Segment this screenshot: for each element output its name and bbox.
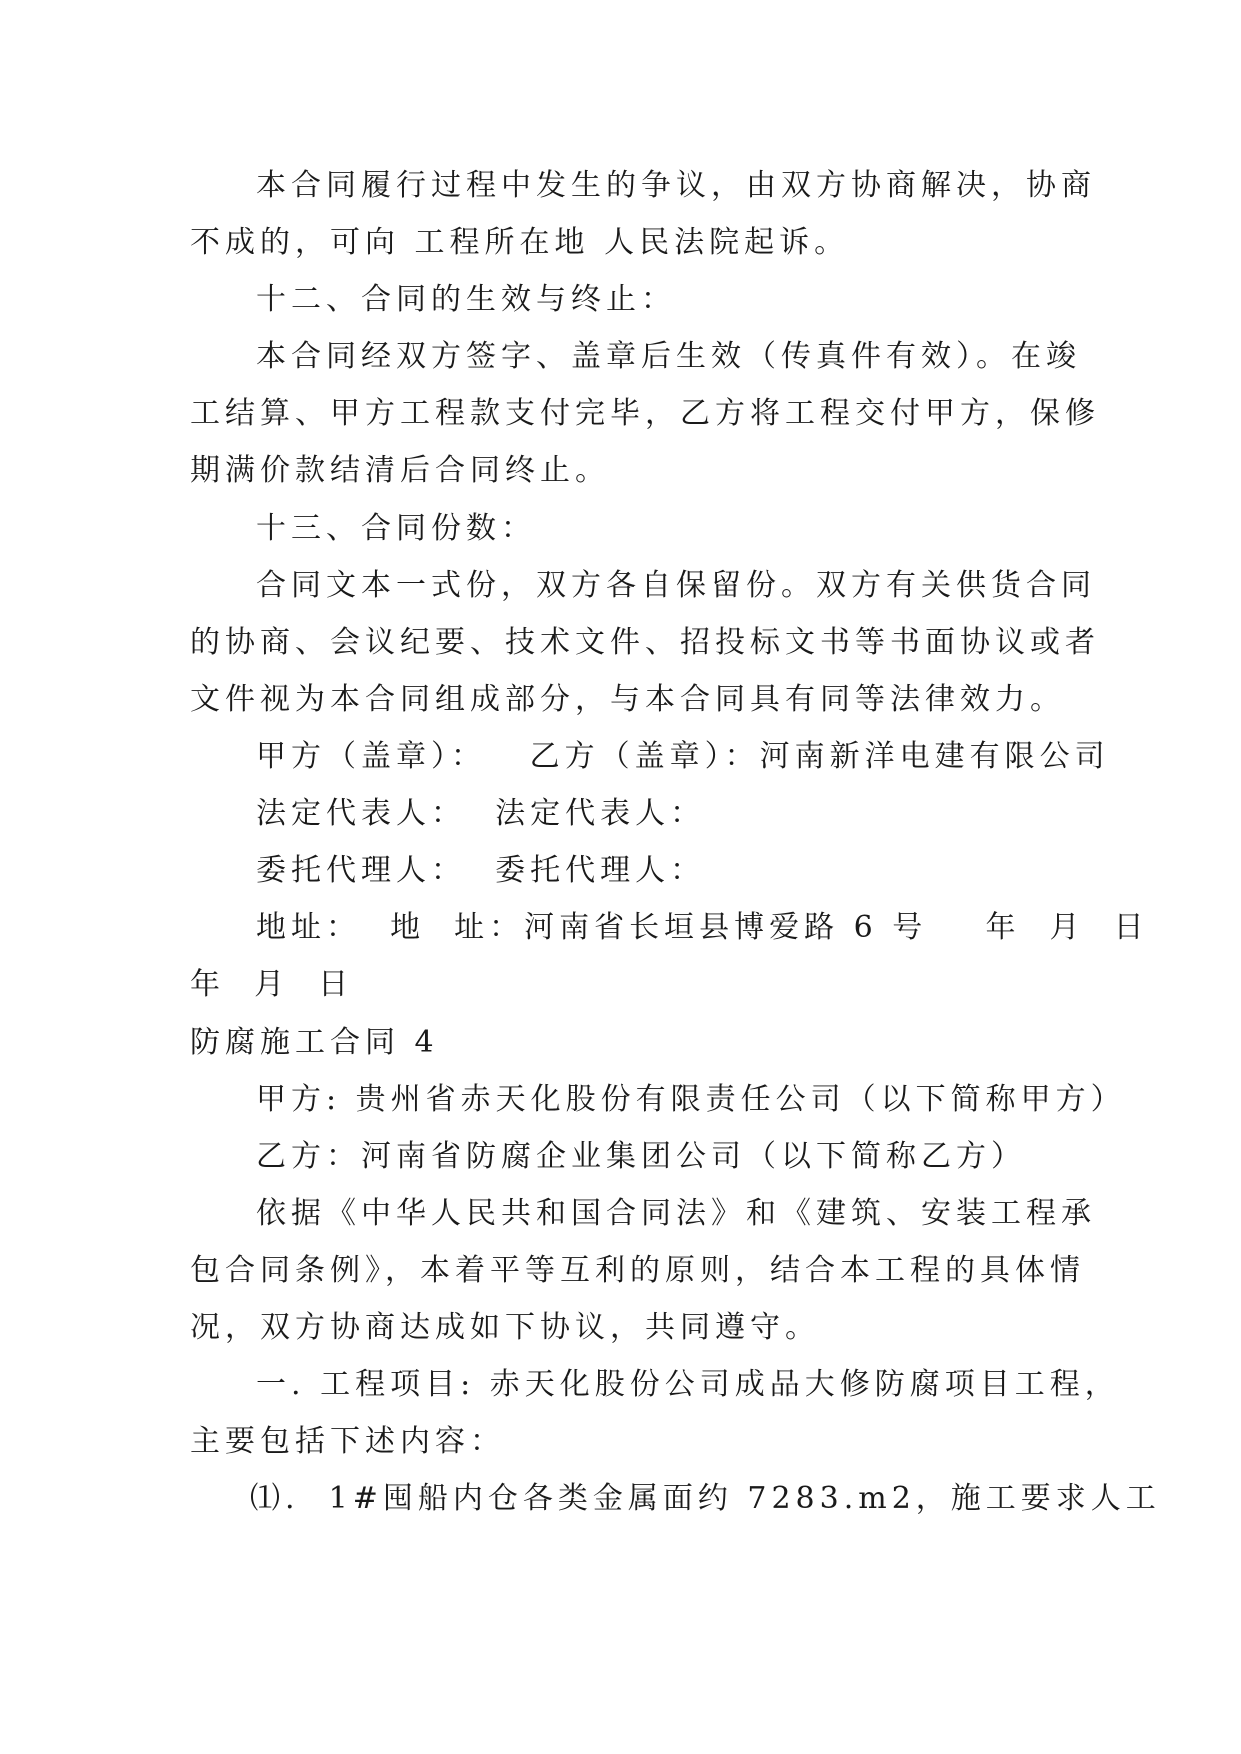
signature-address-line: 地址： 地 址：河南省长垣县博爱路 6 号 年 月 日 <box>256 910 1149 945</box>
text-line-20: 包合同条例》，本着平等互利的原则，结合本工程的具体情 <box>190 1253 1085 1288</box>
text-line-1: 本合同履行过程中发生的争议，由双方协商解决，协商 <box>256 168 1096 203</box>
signature-date-line: 年 月 日 <box>190 967 354 1002</box>
party-b-line: 乙方：河南省防腐企业集团公司（以下简称乙方） <box>256 1139 1026 1174</box>
text-line-6: 期满价款结清后合同终止。 <box>190 453 610 488</box>
party-a-line: 甲方: 贵州省赤天化股份有限责任公司（以下简称甲方） <box>256 1082 1126 1117</box>
text-line-21: 况，双方协商达成如下协议，共同遵守。 <box>190 1310 820 1345</box>
text-line-8: 合同文本一式份，双方各自保留份。双方有关供货合同 <box>256 568 1096 603</box>
text-line-19: 依据《中华人民共和国合同法》和《建筑、安装工程承 <box>256 1196 1096 1231</box>
text-line-2: 不成的，可向 工程所在地 人民法院起诉。 <box>190 225 850 260</box>
list-item-1: ⑴. 1#囤船内仓各类金属面约 7283.m2，施工要求人工 <box>250 1481 1161 1516</box>
section-heading-1: 一. 工程项目: 赤天化股份公司成品大修防腐项目工程， <box>256 1367 1120 1402</box>
text-line-10: 文件视为本合同组成部分，与本合同具有同等法律效力。 <box>190 682 1065 717</box>
document-title: 防腐施工合同 4 <box>190 1025 439 1060</box>
text-line-9: 的协商、会议纪要、技术文件、招投标文书等书面协议或者 <box>190 625 1100 660</box>
signature-agent-line: 委托代理人： 委托代理人： <box>256 853 706 888</box>
text-line-5: 工结算、甲方工程款支付完毕，乙方将工程交付甲方，保修 <box>190 396 1100 431</box>
section-heading-12: 十二、合同的生效与终止： <box>256 282 676 317</box>
signature-legal-rep-line: 法定代表人： 法定代表人： <box>256 796 706 831</box>
text-line-23: 主要包括下述内容： <box>190 1424 505 1459</box>
signature-party-line: 甲方（盖章）： 乙方（盖章）：河南新洋电建有限公司 <box>256 739 1110 774</box>
section-heading-13: 十三、合同份数： <box>256 511 536 546</box>
text-line-4: 本合同经双方签字、盖章后生效（传真件有效）。在竣 <box>256 339 1081 374</box>
